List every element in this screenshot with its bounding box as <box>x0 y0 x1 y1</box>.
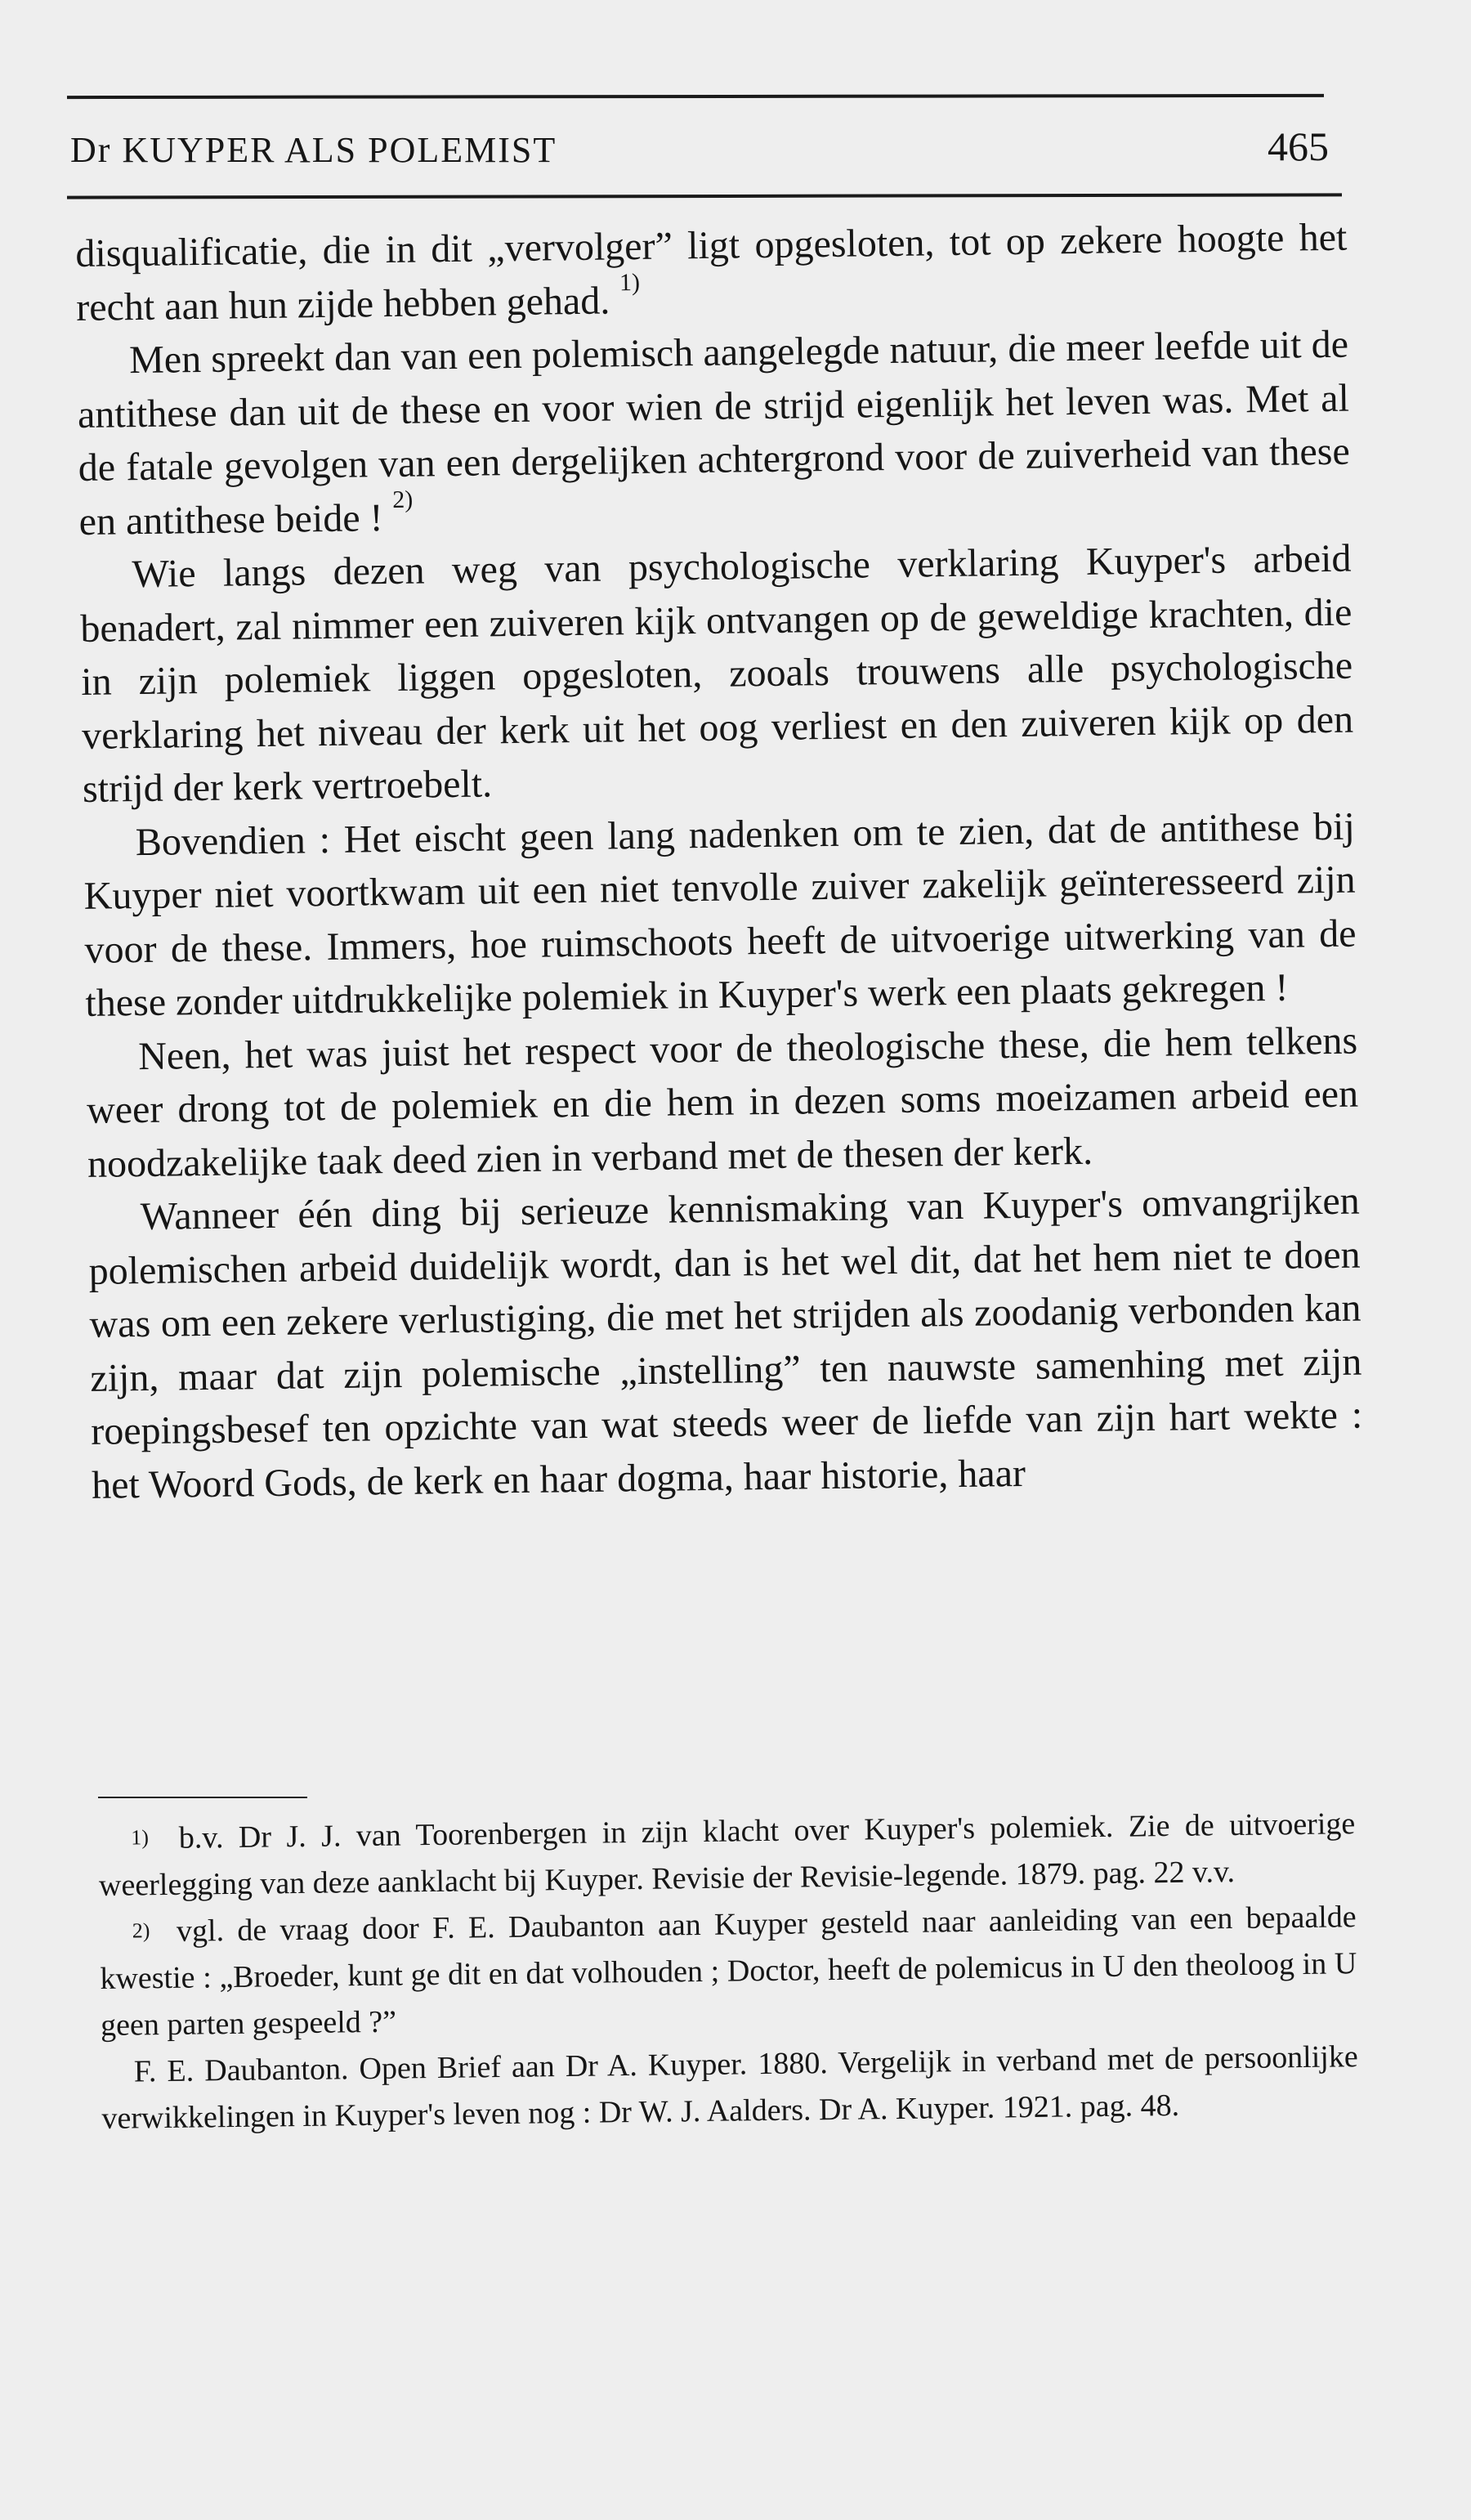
footnote-ref-2: 2) <box>392 486 414 513</box>
paragraph-1-text: disqualificatie, die in dit „vervolger” ligt opgesloten, tot op zekere hoogte het recht aan hun zijde hebben gehad. <box>75 215 1348 329</box>
footnote-ref-1: 1) <box>619 268 641 296</box>
running-header <box>70 123 1340 180</box>
footnote-2-mark: 2) <box>132 1918 150 1943</box>
footnote-2-continuation: F. E. Daubanton. Open Brief aan Dr A. Kuyper. 1880. Vergelijk in verband met de persoonlijke verwikkelingen in Kuyper's leven nog : Dr W. J. Aalders. Dr A. Kuyper. 1921. pag. 48. <box>101 2039 1358 2136</box>
footnote-1-text: b.v. Dr J. J. van Toorenbergen in zijn klacht over Kuyper's polemiek. Zie de uitvoerige weerlegging van deze aanklacht bij Kuyper. Revisie der Revisie-legende. 1879. pag. 22 v.v. <box>98 1806 1356 1903</box>
paragraph-5: Neen, het was juist het respect voor de theologische these, die hem telkens weer drong tot de polemiek en die hem in dezen soms moeizamen arbeid een noodzakelijke taak deed zien in verband met de thesen der kerk. <box>86 1018 1359 1186</box>
page-number: 465 <box>1268 123 1329 169</box>
running-head-title: KUYPER ALS POLEMIST <box>122 130 557 170</box>
paragraph-6: Wanneer één ding bij serieuze kennismaking van Kuyper's omvangrijken polemischen arbeid duidelijk wordt, dan is het wel dit, dat het hem niet te doen was om een zekere verlustiging, die met het strijden als zoodanig verbonden kan zijn, maar dat zijn polemische „instelling” ten nauwste samenhing met zijn roepingsbesef ten opzichte van wat steeds weer de liefde van zijn hart wekte : het Woord Gods, de kerk en haar dogma, haar historie, haar <box>88 1179 1363 1507</box>
footnote-separator <box>98 1797 307 1798</box>
footnotes <box>98 1801 1359 2142</box>
footnote-2 <box>99 1894 1357 2049</box>
header-top-rule <box>67 94 1324 99</box>
paragraph-3: Wie langs dezen weg van psychologische verklaring Kuyper's arbeid benadert, zal nimmer een zuiveren kijk ontvangen op de geweldige krachten, die in zijn polemiek liggen opgesloten, zooals trouwens alle psychologische verklaring het niveau der kerk uit het oog verliest en den zuiveren kijk op den strijd der kerk vertroebelt. <box>80 536 1354 811</box>
header-bottom-rule <box>67 193 1342 199</box>
footnote-2-text: vgl. de vraag door F. E. Daubanton aan Kuyper gesteld naar aanleiding van een bepaalde kwestie : „Broeder, kunt ge dit en dat volhouden ; Doctor, heeft de polemicus in U den theoloog in U geen parten gespeeld ?” <box>100 1900 1357 2043</box>
footnote-1-mark: 1) <box>131 1825 150 1850</box>
footnote-1 <box>98 1801 1356 1909</box>
paragraph-1 <box>75 211 1348 334</box>
paragraph-4: Bovendien : Het eischt geen lang nadenken om te zien, dat de antithese bij Kuyper niet voortkwam uit een niet tenvolle zuiver zakelijk geïnteresseerd zijn voor de these. Immers, hoe ruimschoots heeft de uitvoerige uitwerking van de these zonder uitdrukkelijke polemiek in Kuyper's werk een plaats gekregen ! <box>83 804 1357 1025</box>
running-head <box>70 129 557 171</box>
body-text <box>75 211 1363 1512</box>
running-head-prefix: Dr <box>70 130 112 170</box>
paragraph-2 <box>77 318 1351 548</box>
paragraph-2-text: Men spreekt dan van een polemisch aangelegde natuur, die meer leefde uit de antithese dan uit de these en voor wien de strijd eigenlijk het leven was. Met al de fatale gevolgen van een dergelijken achtergrond voor de zuiverheid van these en antithese beide ! <box>77 322 1351 544</box>
